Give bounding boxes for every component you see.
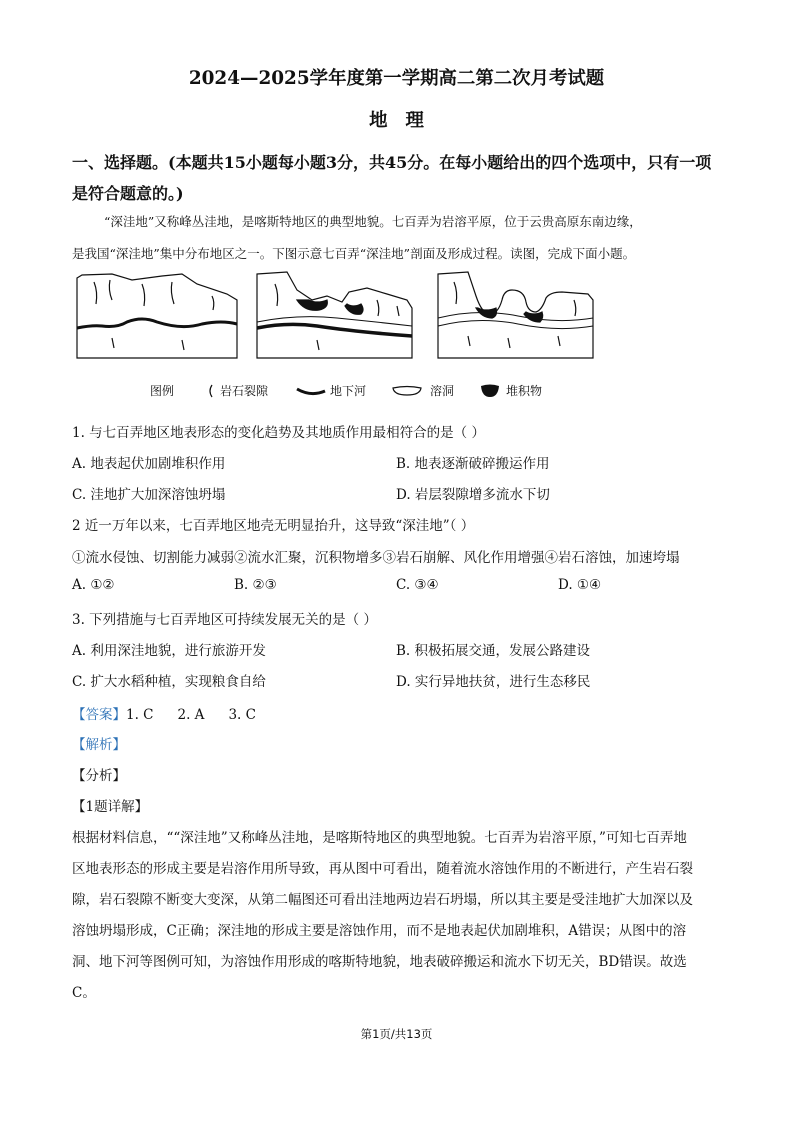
q1-option-d: D. 岩层裂隙增多流水下切 [396,487,550,503]
detail-line-1: 根据材料信息，““深洼地”又称峰丛洼地，是喀斯特地区的典型地貌。七百弄为岩溶平原，”可知七百弄地 [72,830,687,846]
detail-line-6: C。 [72,985,96,1001]
subject-title: 地理 [369,110,442,131]
answer-2: 2. A [177,707,205,723]
question-2-stem: 2 近一万年以来，七百弄地区地壳无明显抬升，这导致“深洼地”（ ） [72,518,475,534]
q1-option-c: C. 洼地扩大加深溶蚀坍塌 [72,487,226,503]
deposit-icon [480,383,500,399]
legend-label: 图例 [150,384,175,398]
panel-2 [257,272,412,358]
material-line1: “深洼地”又称峰丛洼地，是喀斯特地区的典型地貌。七百弄为岩溶平原，位于云贵高原东南边缘， [104,214,642,229]
legend-item-cave: 溶洞 [430,384,455,398]
page-footer: 第1页/共13页 [360,1027,433,1041]
answer-3: 3. C [228,707,256,723]
analysis-tag: 【解析】 [72,737,126,753]
q1-option-b: B. 地表逐渐破碎搬运作用 [396,456,550,472]
karst-section-figure [72,270,612,362]
cave-icon [392,384,422,398]
q3-option-a: A. 利用深洼地貌，进行旅游开发 [72,643,266,659]
detail-line-3: 隙，岩石裂隙不断变大变深，从第二幅图还可看出洼地两边岩石坍塌，所以其主要是受洼地扩大加深以及 [72,892,693,908]
material-line2: 是我国“深洼地”集中分布地区之一。下图示意七百弄“深洼地”剖面及形成过程。读图，完成下面小题。 [72,246,636,261]
legend-item-river: 地下河 [330,384,367,398]
legend-item-deposit: 堆积物 [506,384,543,398]
q3-option-b: B. 积极拓展交通，发展公路建设 [396,643,591,659]
question-1-stem: 1. 与七百弄地区地表形态的变化趋势及其地质作用最相符合的是（ ） [72,425,485,441]
detail-title: 【1题详解】 [72,799,149,815]
section-heading-line1: 一、选择题。(本题共15小题每小题3分，共45分。在每小题给出的四个选项中，只有一项 [72,153,712,172]
fenxi-tag: 【分析】 [72,768,126,784]
section-heading-line2: 是符合题意的。) [72,184,184,203]
page-title: 2024—2025学年度第一学期高二第二次月考试题 [188,68,605,89]
answer-line [72,703,256,723]
q2-statements: ①流水侵蚀、切割能力减弱②流水汇聚，沉积物增多③岩石崩解、风化作用增强④岩石溶蚀，加速垮塌 [72,550,680,566]
answer-tag: 【答案】 [72,707,126,723]
q2-option-d: D. ①④ [558,577,602,593]
panel-3 [438,272,593,358]
q3-option-d: D. 实行异地扶贫，进行生态移民 [396,674,591,690]
question-3-stem: 3. 下列措施与七百弄地区可持续发展无关的是（ ） [72,612,377,628]
rock-fracture-icon [206,384,216,398]
detail-line-2: 区地表形态的形成主要是岩溶作用所导致，再从图中可看出，随着流水溶蚀作用的不断进行，产生岩石裂 [72,861,693,877]
q1-option-a: A. 地表起伏加剧堆积作用 [72,456,226,472]
q2-option-c: C. ③④ [396,577,439,593]
q2-option-a: A. ①② [72,577,115,593]
q3-option-c: C. 扩大水稻种植，实现粮食自给 [72,674,266,690]
legend-item-fracture: 岩石裂隙 [220,384,269,398]
answer-1: 1. C [126,707,154,723]
detail-line-5: 洞、地下河等图例可知，为溶蚀作用形成的喀斯特地貌，地表破碎搬运和流水下切无关，BD错误。故选 [72,954,687,970]
panel-1 [77,274,237,358]
q2-option-b: B. ②③ [234,577,277,593]
underground-river-icon [296,385,326,397]
detail-line-4: 溶蚀坍塌形成，C正确；深洼地的形成主要是溶蚀作用，而不是地表起伏加剧堆积，A错误；从图中的溶 [72,923,687,939]
